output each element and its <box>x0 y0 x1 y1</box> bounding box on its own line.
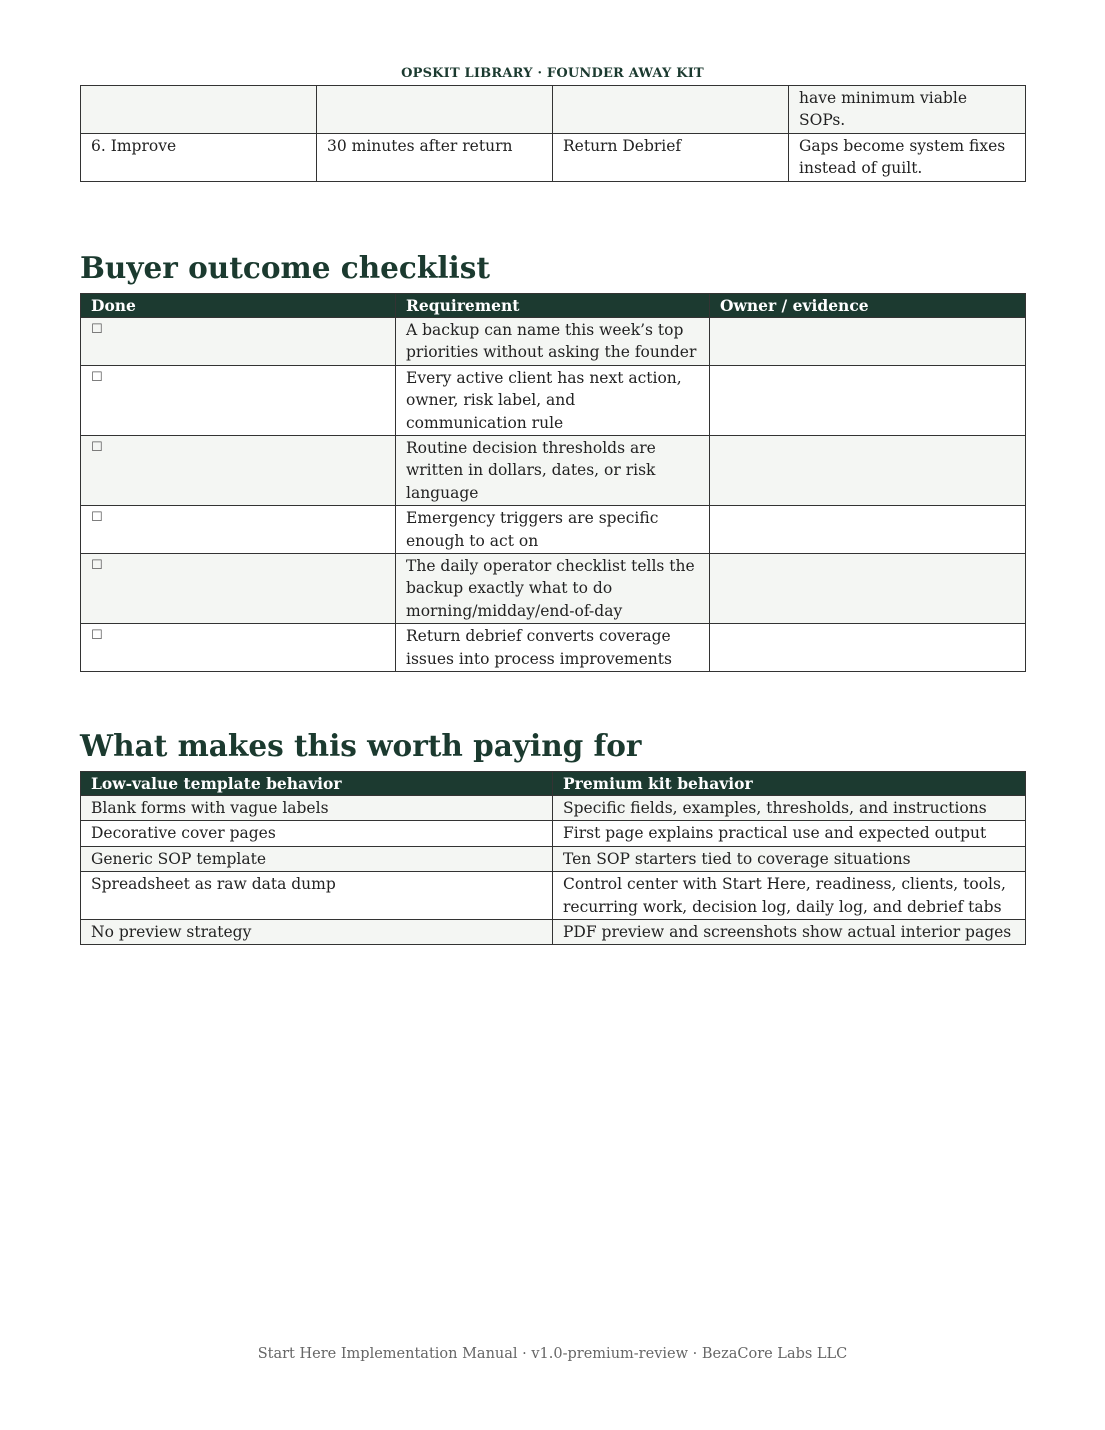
table-row <box>81 554 1026 624</box>
checkbox[interactable]: ☐ <box>81 436 396 506</box>
requirement-cell: Every active client has next action, owner, risk label, and communication rule <box>396 365 710 435</box>
checklist-heading: Buyer outcome checklist <box>80 250 490 285</box>
page-footer: Start Here Implementation Manual · v1.0-premium-review · BezaCore Labs LLC <box>257 1346 848 1362</box>
table-cell: 30 minutes after return <box>317 133 553 181</box>
premium-cell: Ten SOP starters tied to coverage situations <box>553 846 1026 871</box>
requirement-cell: A backup can name this week’s top priorities without asking the founder <box>396 318 710 366</box>
low-value-cell: No preview strategy <box>81 920 553 945</box>
table-cell <box>553 86 789 134</box>
column-header-owner: Owner / evidence <box>710 294 1026 318</box>
worth-heading: What makes this worth paying for <box>80 728 642 763</box>
table-header-row <box>81 772 1026 796</box>
buyer-outcome-checklist-table <box>80 293 1026 672</box>
owner-evidence-cell <box>710 318 1026 366</box>
low-value-cell: Decorative cover pages <box>81 821 553 846</box>
premium-cell: Control center with Start Here, readiness, clients, tools, recurring work, decision log, daily log, and debrief tabs <box>553 872 1026 920</box>
table-row <box>81 872 1026 920</box>
column-header-done: Done <box>81 294 396 318</box>
table-cell <box>81 86 317 134</box>
requirement-cell: Emergency triggers are specific enough to act on <box>396 506 710 554</box>
low-value-cell: Blank forms with vague labels <box>81 796 553 821</box>
table-row <box>81 624 1026 672</box>
owner-evidence-cell <box>710 624 1026 672</box>
table-row <box>81 846 1026 871</box>
checkbox[interactable]: ☐ <box>81 506 396 554</box>
low-value-cell: Generic SOP template <box>81 846 553 871</box>
requirement-cell: Routine decision thresholds are written in dollars, dates, or risk language <box>396 436 710 506</box>
requirement-cell: The daily operator checklist tells the backup exactly what to do morning/midday/end-of-day <box>396 554 710 624</box>
owner-evidence-cell <box>710 365 1026 435</box>
premium-cell: Specific fields, examples, thresholds, and instructions <box>553 796 1026 821</box>
table-cell: Return Debrief <box>553 133 789 181</box>
continued-schedule-table <box>80 85 1026 182</box>
column-header-requirement: Requirement <box>396 294 710 318</box>
checkbox[interactable]: ☐ <box>81 365 396 435</box>
page-header: OPSKIT LIBRARY · FOUNDER AWAY KIT <box>401 66 704 81</box>
column-header-premium: Premium kit behavior <box>553 772 1026 796</box>
premium-cell: PDF preview and screenshots show actual interior pages <box>553 920 1026 945</box>
table-row <box>81 506 1026 554</box>
value-comparison-table <box>80 771 1026 945</box>
table-row <box>81 920 1026 945</box>
table-row <box>81 796 1026 821</box>
checkbox[interactable]: ☐ <box>81 624 396 672</box>
table-row <box>81 821 1026 846</box>
premium-cell: First page explains practical use and expected output <box>553 821 1026 846</box>
table-header-row <box>81 294 1026 318</box>
checkbox[interactable]: ☐ <box>81 318 396 366</box>
owner-evidence-cell <box>710 554 1026 624</box>
requirement-cell: Return debrief converts coverage issues into process improvements <box>396 624 710 672</box>
owner-evidence-cell <box>710 436 1026 506</box>
table-cell: Gaps become system fixes instead of guilt. <box>789 133 1026 181</box>
table-row <box>81 133 1026 181</box>
table-cell: have minimum viable SOPs. <box>789 86 1026 134</box>
low-value-cell: Spreadsheet as raw data dump <box>81 872 553 920</box>
table-cell <box>317 86 553 134</box>
table-row <box>81 86 1026 134</box>
table-row <box>81 365 1026 435</box>
table-row <box>81 318 1026 366</box>
table-cell: 6. Improve <box>81 133 317 181</box>
owner-evidence-cell <box>710 506 1026 554</box>
table-row <box>81 436 1026 506</box>
column-header-low-value: Low-value template behavior <box>81 772 553 796</box>
checkbox[interactable]: ☐ <box>81 554 396 624</box>
